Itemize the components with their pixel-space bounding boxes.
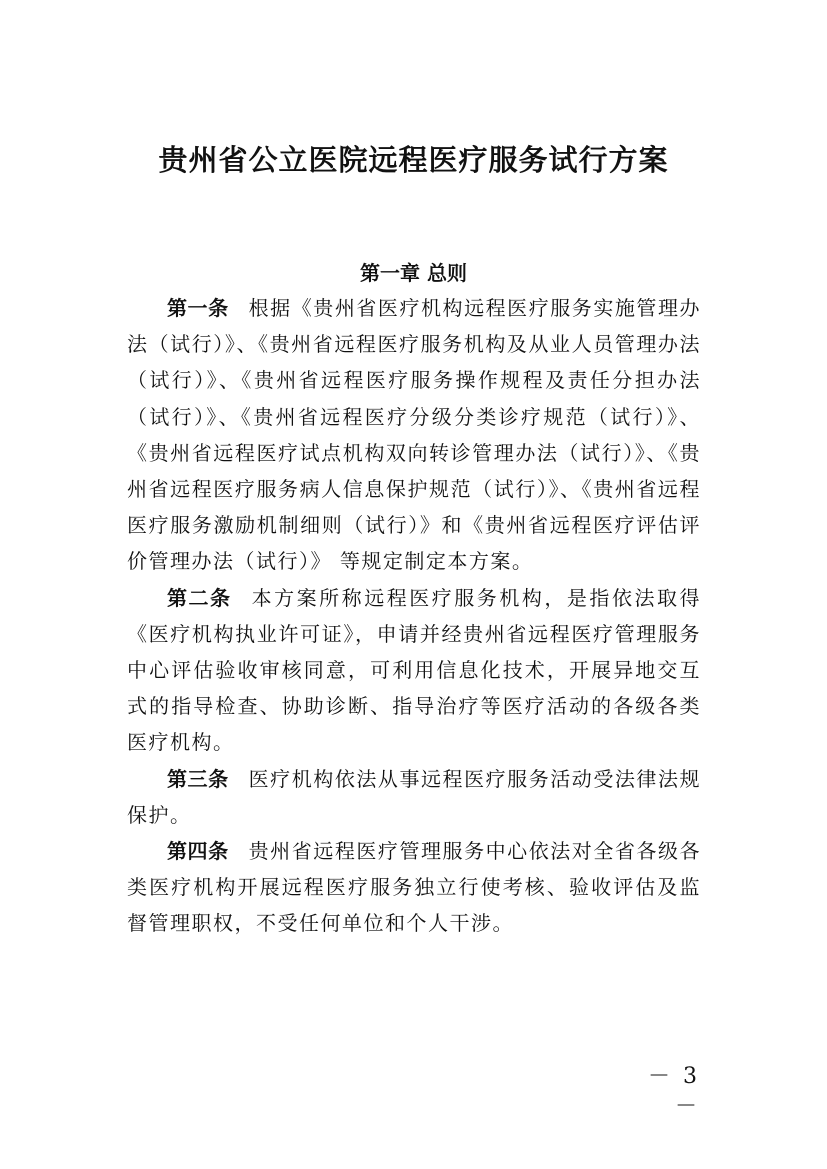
- document-body: [127, 290, 701, 942]
- page-number: － 3 －: [648, 1064, 700, 1119]
- article-number: 第三条: [167, 766, 229, 791]
- article-number: 第二条: [167, 585, 232, 610]
- article-text: 医疗机构依法从事远程医疗服务活动受法律法规保护。: [127, 766, 702, 827]
- article-4: [127, 833, 701, 942]
- article-number: 第四条: [167, 839, 229, 864]
- article-3: [127, 761, 701, 833]
- article-text: 根据《贵州省医疗机构远程医疗服务实施管理办法（试行）》、《贵州省远程医疗服务机构及从业人员管理办法（试行）》、《贵州省远程医疗服务操作规程及责任分担办法（试行）》、《贵州省远程医疗分级分类诊疗规范（试行）》、《贵州省远程医疗试点机构双向转诊管理办法（试行）》、《贵州省远程医疗服务病人信息保护规范（试行）》、《贵州省远程医疗服务激励机制细则（试行）》和《贵州省远程医疗评估评价管理办法（试行）》 等规定制定本方案。: [127, 296, 702, 574]
- article-text: 贵州省远程医疗管理服务中心依法对全省各级各类医疗机构开展远程医疗服务独立行使考核、验收评估及监督管理职权，不受任何单位和个人干涉。: [127, 839, 702, 936]
- chapter-heading: 第一章 总则: [360, 261, 467, 285]
- article-1: [127, 290, 701, 580]
- article-2: [127, 580, 701, 761]
- article-text: 本方案所称远程医疗服务机构，是指依法取得《医疗机构执业许可证》，申请并经贵州省远程医疗管理服务中心评估验收审核同意，可利用信息化技术，开展异地交互式的指导检查、协助诊断、指导治疗等医疗活动的各级各类医疗机构。: [127, 585, 702, 755]
- article-number: 第一条: [167, 296, 229, 320]
- document-title: 贵州省公立医院远程医疗服务试行方案: [158, 143, 669, 177]
